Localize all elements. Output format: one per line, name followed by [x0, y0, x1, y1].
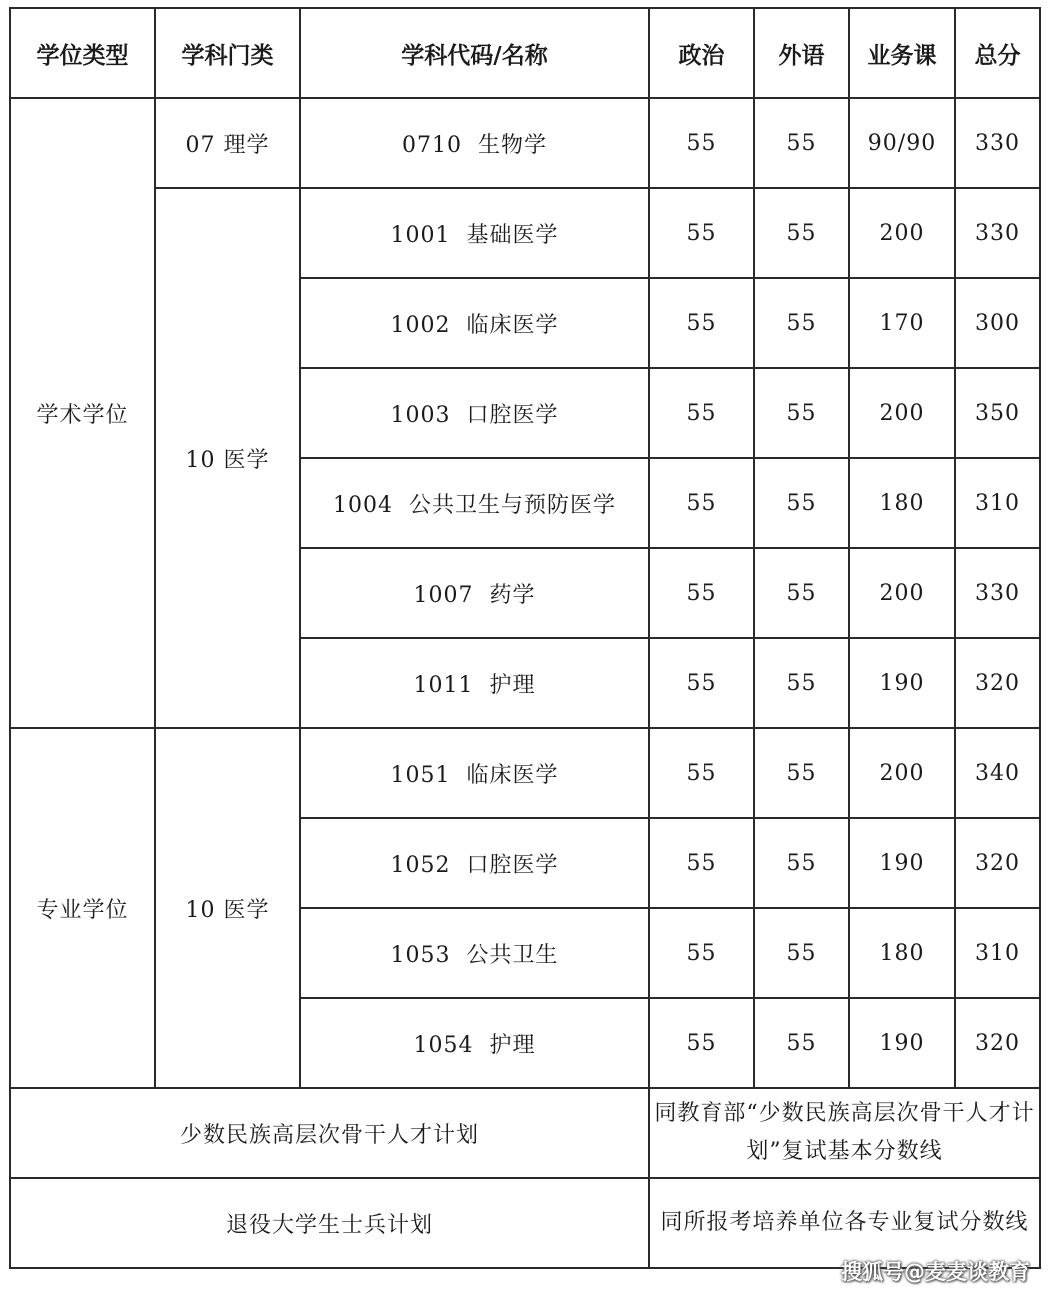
professional-score: 200: [849, 188, 955, 278]
politics-score: 55: [649, 188, 754, 278]
subject-code: 1011: [413, 672, 474, 698]
professional-score: 180: [849, 908, 955, 998]
total-score: 320: [955, 998, 1040, 1088]
subject-name: 护理: [489, 672, 536, 698]
subject-code: 1051: [390, 762, 451, 788]
subject-cell: [300, 278, 649, 368]
politics-score: 55: [649, 548, 754, 638]
total-score: 320: [955, 638, 1040, 728]
table-row: [10, 98, 1040, 188]
politics-score: 55: [649, 638, 754, 728]
special-plan-name: 少数民族高层次骨干人才计划: [10, 1088, 649, 1178]
foreign-score: 55: [754, 638, 849, 728]
professional-score: 180: [849, 458, 955, 548]
professional-score: 90/90: [849, 98, 955, 188]
subject-cell: [300, 908, 649, 998]
foreign-score: 55: [754, 368, 849, 458]
subject-cell: [300, 458, 649, 548]
header-row: [10, 8, 1040, 98]
degree-type-professional: 专业学位: [10, 728, 155, 1088]
header-total: 总分: [955, 8, 1040, 98]
subject-cell: [300, 818, 649, 908]
special-plan-name: 退役大学生士兵计划: [10, 1178, 649, 1268]
total-score: 330: [955, 188, 1040, 278]
politics-score: 55: [649, 278, 754, 368]
subject-cell: [300, 638, 649, 728]
subject-cell: [300, 998, 649, 1088]
subject-name: 药学: [489, 582, 536, 608]
header-professional: 业务课: [849, 8, 955, 98]
foreign-score: 55: [754, 908, 849, 998]
professional-score: 200: [849, 368, 955, 458]
special-plan-note: 同教育部“少数民族高层次骨干人才计划”复试基本分数线: [649, 1088, 1040, 1178]
foreign-score: 55: [754, 278, 849, 368]
category-science: 07 理学: [155, 98, 300, 188]
subject-cell: [300, 188, 649, 278]
score-table: [9, 7, 1041, 1269]
special-plan-note: 同所报考培养单位各专业复试分数线: [649, 1178, 1040, 1268]
header-subject: 学科代码/名称: [300, 8, 649, 98]
subject-cell: [300, 548, 649, 638]
politics-score: 55: [649, 728, 754, 818]
politics-score: 55: [649, 458, 754, 548]
special-plan-row: [10, 1178, 1040, 1268]
subject-code: 1001: [390, 222, 451, 248]
watermark: 搜狐号@麦麦谈教育: [841, 1260, 1030, 1284]
professional-score: 200: [849, 728, 955, 818]
subject-code: 1052: [390, 852, 451, 878]
foreign-score: 55: [754, 458, 849, 548]
subject-code: 1053: [390, 942, 451, 968]
politics-score: 55: [649, 818, 754, 908]
table-row: [10, 728, 1040, 818]
politics-score: 55: [649, 908, 754, 998]
subject-code: 1054: [413, 1032, 474, 1058]
foreign-score: 55: [754, 728, 849, 818]
total-score: 310: [955, 908, 1040, 998]
subject-code: 0710: [401, 132, 462, 158]
professional-score: 190: [849, 998, 955, 1088]
header-degree-type: 学位类型: [10, 8, 155, 98]
subject-name: 生物学: [477, 132, 547, 158]
foreign-score: 55: [754, 188, 849, 278]
subject-name: 公共卫生: [466, 942, 559, 968]
professional-score: 190: [849, 638, 955, 728]
header-foreign-language: 外语: [754, 8, 849, 98]
table-row: [10, 188, 1040, 278]
subject-code: 1002: [390, 312, 451, 338]
professional-score: 170: [849, 278, 955, 368]
politics-score: 55: [649, 98, 754, 188]
subject-name: 口腔医学: [466, 852, 559, 878]
total-score: 350: [955, 368, 1040, 458]
subject-code: 1004: [332, 492, 393, 518]
foreign-score: 55: [754, 998, 849, 1088]
category-medicine-academic: 10 医学: [155, 188, 300, 728]
total-score: 310: [955, 458, 1040, 548]
subject-cell: [300, 728, 649, 818]
professional-score: 200: [849, 548, 955, 638]
politics-score: 55: [649, 368, 754, 458]
header-category: 学科门类: [155, 8, 300, 98]
professional-score: 190: [849, 818, 955, 908]
category-medicine-professional: 10 医学: [155, 728, 300, 1088]
foreign-score: 55: [754, 98, 849, 188]
subject-name: 公共卫生与预防医学: [408, 492, 616, 518]
politics-score: 55: [649, 998, 754, 1088]
subject-name: 临床医学: [466, 312, 559, 338]
subject-code: 1007: [413, 582, 474, 608]
header-politics: 政治: [649, 8, 754, 98]
foreign-score: 55: [754, 818, 849, 908]
subject-cell: [300, 368, 649, 458]
total-score: 330: [955, 98, 1040, 188]
degree-type-academic: 学术学位: [10, 98, 155, 728]
subject-name: 基础医学: [466, 222, 559, 248]
special-plan-row: [10, 1088, 1040, 1178]
subject-name: 临床医学: [466, 762, 559, 788]
subject-cell: [300, 98, 649, 188]
subject-code: 1003: [390, 402, 451, 428]
total-score: 330: [955, 548, 1040, 638]
subject-name: 口腔医学: [466, 402, 559, 428]
total-score: 340: [955, 728, 1040, 818]
foreign-score: 55: [754, 548, 849, 638]
subject-name: 护理: [489, 1032, 536, 1058]
total-score: 320: [955, 818, 1040, 908]
total-score: 300: [955, 278, 1040, 368]
